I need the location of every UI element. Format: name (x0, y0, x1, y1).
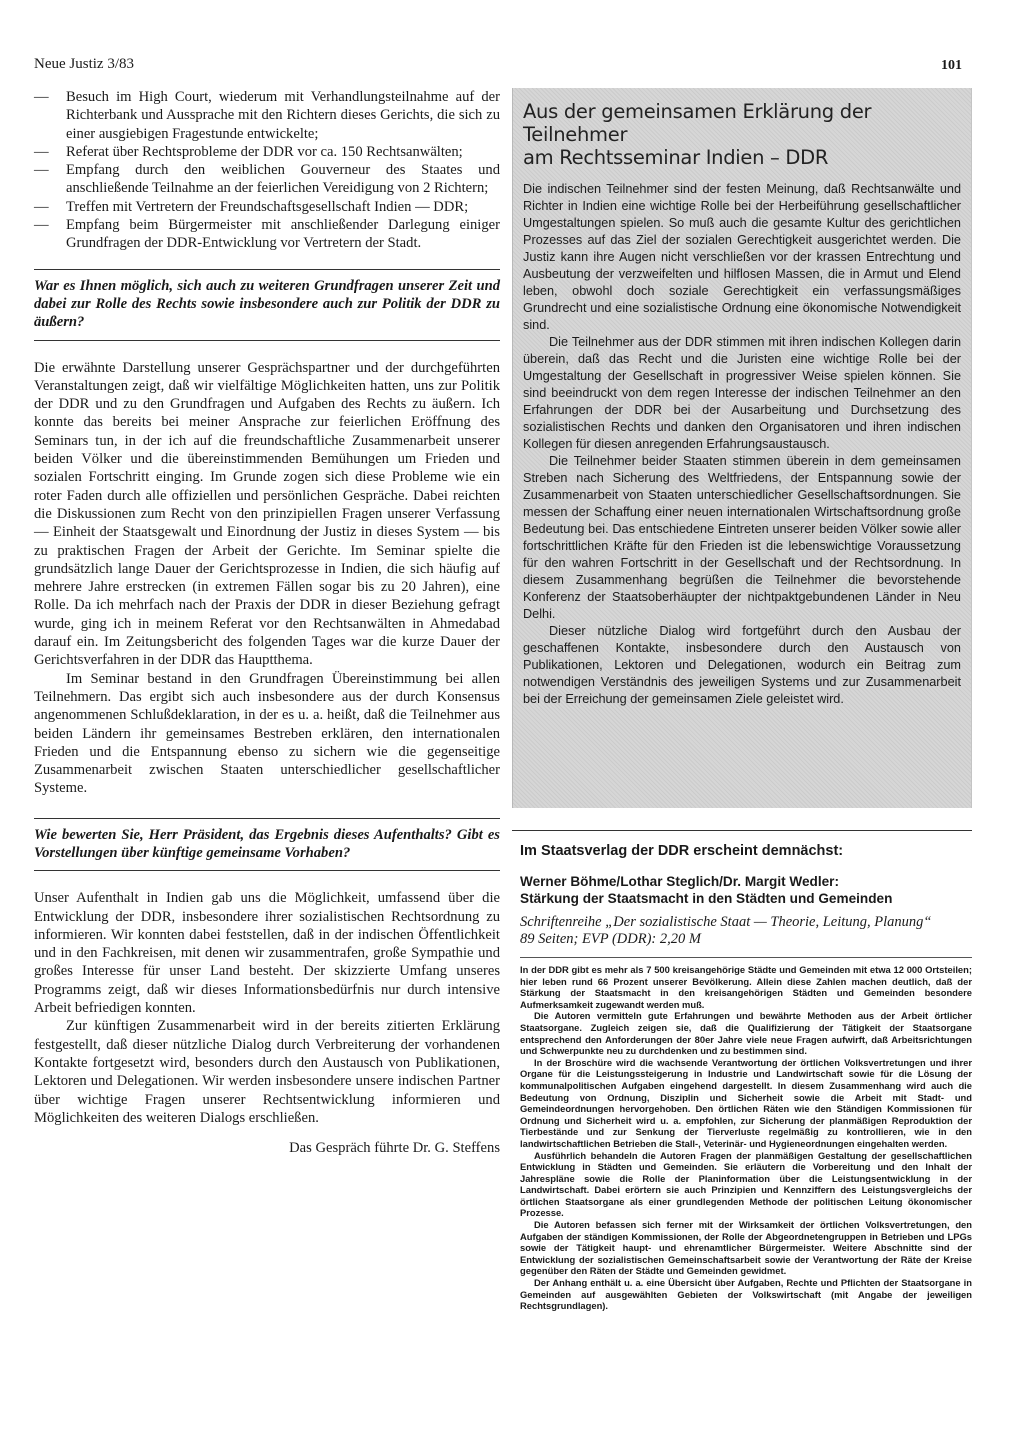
divider (34, 340, 500, 341)
list-item: — Besuch im High Court, wiederum mit Verhandlungsteilnahme auf der Richterbank und Aussprache mit den Richtern dieses Gerichts, die sich zu einer ausgiebigen Fragestunde entwickelte; (34, 88, 500, 143)
declaration-paragraph: Die indischen Teilnehmer sind der festen Meinung, daß Rechtsanwälte und Richter in Indien eine wichtige Rolle bei der Herbeiführung gesellschaftlicher Umgestaltungen spielen. So muß auch die gesamte Kultur des gerichtlichen Prozesses auf das Ziel der sozialen Gerechtigkeit ausgerichtet werden. Die Justiz kann ihre Augen nicht verschließen vor der krassen Entrechtung und Ausbeutung der verzweifelten und hilflosen Massen, die in Armut und Elend leben, obwohl doch soziale Gerechtigkeit ein verfassungsmäßiges Grundrecht und eine sozialistische Ordnung eine ökonomische Notwendigkeit sind. (523, 182, 961, 332)
list-item: — Empfang beim Bürgermeister mit anschließender Darlegung einiger Grundfragen der DDR-Entwicklung vor Vertretern der Stadt. (34, 216, 500, 253)
divider (512, 830, 972, 831)
declaration-box (512, 88, 972, 808)
program-list (34, 88, 500, 253)
description-paragraph: Ausführlich behandeln die Autoren Fragen der planmäßigen Gestaltung der gesellschaftlichen Entwicklung in Städten und Gemeinden. Sie erläutern die Vorbereitung und den Inhalt der Jahrespläne sowie die Rolle der Planinformation über die Leistungsentwicklung in der Landwirtschaft. Dabei erörtern sie auch Prinzipien und Kennziffern des Leistungsvergleichs der örtlichen Staatsorgane als einer grundlegenden Methode der politischen Leitung ökonomischer Prozesse. (520, 1149, 972, 1219)
answer-paragraph: Zur künftigen Zusammenarbeit wird in der bereits zitierten Erklärung festgestellt, daß dieser nützliche Dialog durch Verbreiterung der vorhandenen Kontakte fortgesetzt wird, besonders durch den Austausch von Publikationen, Lektoren und Delegationen. Wir werden insbesondere unsere indischen Partner über wichtige Fragen unserer Rechtsentwicklung informieren und Möglichkeiten des weiteren Dialogs erschließen. (34, 1018, 500, 1126)
declaration-paragraph: Die Teilnehmer beider Staaten stimmen überein in dem gemeinsamen Streben nach Sicherung des Weltfriedens, der Entspannung sowie der Zusammenarbeit von Staaten unterschiedlicher Gesellschaftsordnungen. Sie messen der Schaffung einer neuen internationalen Wirtschaftsordnung große Bedeutung bei. Das entschiedene Eintreten unserer beiden Völker sowie aller fortschrittlichen Kräfte für den Frieden ist die lebenswichtige Voraussetzung für den wahren Fortschritt in der Gesellschaft und der Rechtsordnung. In diesem Zusammenhang begrüßen die Teilnehmer die bevorstehende Konferenz der Staatsoberhäupter der nichtpaktgebundenen Länder in Neu Delhi. (523, 454, 961, 621)
book-description (520, 964, 972, 1312)
announcement-heading: Im Staatsverlag der DDR erscheint demnächst: (520, 843, 844, 859)
list-item: — Empfang durch den weiblichen Gouverneur des Staates und anschließende Teilnahme an der feierlichen Vereidigung von 2 Richtern; (34, 161, 500, 198)
divider (520, 957, 972, 958)
description-paragraph: In der DDR gibt es mehr als 7 500 kreisangehörige Städte und Gemeinden mit etwa 12 000 Ortsteilen; hier leben rund 66 Prozent unserer Bevölkerung. Allein diese Zahlen machen deutlich, daß der Stärkung der Staatsmacht in den kreisangehörigen Städten und Gemeinden besondere Aufmerksamkeit zugewandt werden muß. (520, 964, 972, 1010)
journal-issue: Neue Justiz 3/83 (34, 56, 134, 72)
declaration-title-line: am Rechtsseminar Indien – DDR (523, 146, 829, 169)
declaration-paragraph: Die Teilnehmer aus der DDR stimmen mit ihren indischen Kollegen darin überein, daß das Recht und die Juristen eine wichtige Rolle bei der Umgestaltung der Gesellschaft in progressiver Weise spielen können. Sie sind beeindruckt von dem regen Interesse der indischen Teilnehmer an den Erfahrungen der DDR bei der Ausarbeitung und Durchsetzung des sozialistischen Rechts und danken den Organisatoren und ihren indischen Kollegen für diesen anregenden Erfahrungsaustausch. (523, 335, 961, 451)
interview-column (34, 88, 500, 1157)
divider (34, 870, 500, 871)
description-paragraph: Die Autoren vermitteln gute Erfahrungen und bewährte Methoden aus der Arbeit örtlicher Staatsorgane. Zugleich zeigen sie, daß die Qualifizierung der Tätigkeit der Staatsorgane entsprechend den Anforderungen der 80er Jahre viele neue Fragen aufwirft, daß Arbeitsrichtungen und Schwerpunkte neu zu durchdenken und zu bestimmen sind. (520, 1010, 972, 1057)
answer-paragraph: Unser Aufenthalt in Indien gab uns die Möglichkeit, umfassend über die Entwicklung der DDR, insbesondere ihrer sozialistischen Rechtsordnung zu informieren. Wir konnten dabei feststellen, daß in der indischen Öffentlichkeit und in den Fachkreisen, mit denen wir zusammentrafen, große Sympathie und großes Interesse für unser Land besteht. Der skizzierte Umfang unseres Programms zeigt, daß wir dieses Informationsbedürfnis nur durch intensive Arbeit befriedigen konnten. (34, 890, 500, 1017)
interview-credit: Das Gespräch führte Dr. G. Steffens (289, 1140, 500, 1157)
description-paragraph: Der Anhang enthält u. a. eine Übersicht über Aufgaben, Rechte und Pflichten der Staatsorgane in Gemeinden auf ausgewählten Gebieten der Volkswirtschaft (mit Angabe der jeweiligen Rechtsgrundlagen). (520, 1277, 972, 1312)
list-item: — Treffen mit Vertretern der Freundschaftsgesellschaft Indien — DDR; (34, 198, 500, 216)
page-number: 101 (941, 58, 962, 73)
interview-question: Wie bewerten Sie, Herr Präsident, das Ergebnis dieses Aufenthalts? Gibt es Vorstellungen über künftige gemeinsame Vorhaben? (34, 826, 500, 861)
declaration-paragraph: Dieser nützliche Dialog wird fortgeführt durch den Ausbau der geschaffenen Kontakte, insbesondere durch den Austausch von Publikationen, Lektoren und Delegationen, wodurch ein Beitrag zum notwendigen Verständnis des jeweiligen Systems und zur Zusammenarbeit bei der Erreichung der gemeinsamen Ziele geleistet wird. (523, 624, 961, 706)
description-paragraph: In der Broschüre wird die wachsende Verantwortung der örtlichen Volksvertretungen und ihrer Organe für die Leistungssteigerung in Industrie und Landwirtschaft sowie für die Lösung der kommunalpolitischen Aufgaben eingehend dargestellt. In diesem Zusammenhang wird auch die Bedeutung von Ordnung, Disziplin und Sicherheit sowie die Arbeit mit Stadt- und Gemeindeordnungen hervorgehoben. Den örtlichen Räten wie den Ständigen Kommissionen für Ordnung und Sicherheit wird u. a. empfohlen, zur Sicherung der planmäßigen Reproduktion der Tierbestände und zur Senkung der Tierverluste regelmäßig zu kontrollieren, wie in den landwirtschaftlichen Betrieben die Stall-, Veterinär- und Hygieneordnungen eingehalten werden. (520, 1056, 972, 1149)
interview-question: War es Ihnen möglich, sich auch zu weiteren Grundfragen unserer Zeit und dabei zur Rolle des Rechts sowie insbesondere auch zur Politik der DDR zu äußern? (34, 277, 500, 331)
book-title: Stärkung der Staatsmacht in den Städten und Gemeinden (520, 891, 893, 906)
right-column (512, 88, 972, 1312)
book-authors: Werner Böhme/Lothar Steglich/Dr. Margit Wedler: (520, 874, 840, 889)
list-item: — Referat über Rechtsprobleme der DDR vor ca. 150 Rechtsanwälten; (34, 143, 500, 161)
declaration-title-line: Aus der gemeinsamen Erklärung der Teilnehmer (523, 100, 872, 146)
book-price: 89 Seiten; EVP (DDR): 2,20 M (520, 931, 701, 947)
page-header (34, 56, 962, 78)
declaration-title (523, 100, 961, 169)
description-paragraph: Die Autoren befassen sich ferner mit der Wirksamkeit der örtlichen Volksvertretungen, den Aufgaben der ständigen Kommissionen, der Rolle der Abgeordnetengruppen in Betrieben und LPGs sowie der Tätigkeit haupt- und ehrenamtlicher Bürgermeister. Weitere Abschnitte sind der Entwicklung der sozialistischen Gemeinschaftsarbeit sowie der Verantwortung der Räte der Kreise gegenüber den Räten der Städte und Gemeinden gewidmet. (520, 1219, 972, 1277)
book-announcement (512, 843, 972, 1312)
answer-paragraph: Im Seminar bestand in den Grundfragen Übereinstimmung bei allen Teilnehmern. Das ergibt sich auch insbesondere aus der durch Konsensus angenommenen Schlußdeklaration, in der es u. a. heißt, daß die Teilnehmer aus beiden Ländern ihr gemeinsames Bestreben erklären, den internationalen Frieden und die Entspannung ebenso zu sichern wie die gegenseitige Zusammenarbeit zwischen Staaten unterschiedlicher gesellschaftlicher Systeme. (34, 670, 500, 797)
answer-paragraph: Die erwähnte Darstellung unserer Gesprächspartner und der durchgeführten Veranstaltungen zeigt, daß wir vielfältige Möglichkeiten hatten, uns zur Politik der DDR und zu den Grundfragen und Aufgaben des Rechts zu äußern. Ich konnte das bereits bei meiner Ansprache zur feierlichen Eröffnung des Seminars tun, in der ich auf die freundschaftliche Zusammenarbeit unserer beiden Völker und die übereinstimmenden Bemühungen um Frieden und sozialen Fortschritt einging. Im Grunde zogen sich diese Probleme wie ein roter Faden durch alle offiziellen und persönlichen Gespräche. Dabei reichten die Diskussionen zum Recht von den prinzipiellen Fragen unserer Verfassung — Einheit der Staatsgewalt und Einordnung der Justiz in dieses System — bis zu praktischen Fragen der Arbeit der Gerichte. Im Seminar spielte die grundsätzlich lange Dauer der Gerichtsprozesse in Indien, die sich häufig auf mehrere Jahre erstrecken (in extremen Fällen sogar bis zu 20 Jahren), eine Rolle. Da ich mehrfach nach der Praxis der DDR in dieser Beziehung gefragt wurde, ging ich in meinem Referat vor den Rechtsanwälten in Ahmedabad darauf ein. Im Zeitungsbericht des folgenden Tages war die kurze Dauer der Gerichtsverfahren in der DDR das Hauptthema. (34, 359, 500, 669)
book-series: Schriftenreihe „Der sozialistische Staat — Theorie, Leitung, Planung“ (520, 914, 932, 930)
